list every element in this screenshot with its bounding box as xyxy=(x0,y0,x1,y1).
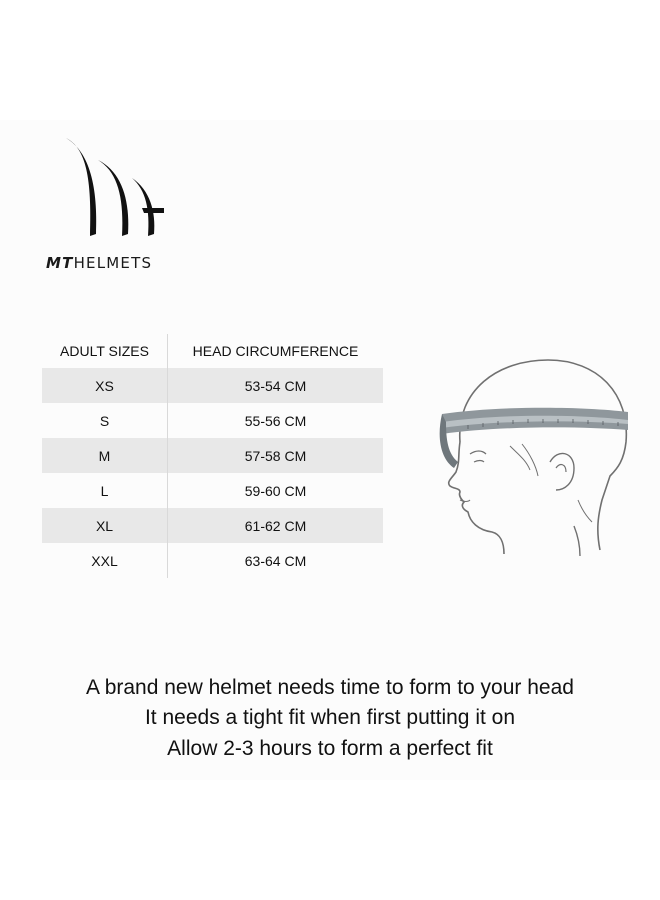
brand-wordmark: MTHELMETS xyxy=(46,254,153,272)
size-cell: XXL xyxy=(42,543,168,578)
table-row xyxy=(42,508,383,543)
circumference-cell: 53-54 CM xyxy=(168,368,384,403)
circumference-cell: 63-64 CM xyxy=(244,552,307,569)
size-cell: M xyxy=(42,438,168,473)
header-head-circumference: HEAD CIRCUMFERENCE xyxy=(192,343,359,359)
note-line-3: Allow 2-3 hours to form a perfect fit xyxy=(167,737,493,760)
circumference-cell: 55-56 CM xyxy=(244,412,307,429)
circumference-cell: 59-60 CM xyxy=(244,482,307,499)
table-header-row xyxy=(42,334,383,368)
circumference-cell: 57-58 CM xyxy=(168,438,384,473)
size-cell: S xyxy=(42,403,168,438)
head-measurement-illustration-icon xyxy=(438,350,638,560)
table-row xyxy=(42,473,383,508)
table-row xyxy=(42,368,383,403)
note-line-2: It needs a tight fit when first putting it on xyxy=(144,706,516,729)
table-row xyxy=(42,403,383,438)
note-line-1: A brand new helmet needs time to form to your head xyxy=(86,676,574,699)
size-table xyxy=(42,334,383,578)
table-row xyxy=(42,438,383,473)
size-cell: L xyxy=(42,473,168,508)
circumference-cell: 61-62 CM xyxy=(168,508,384,543)
size-cell: XL xyxy=(42,508,168,543)
table-row xyxy=(42,543,383,578)
size-cell: XS xyxy=(42,368,168,403)
header-adult-sizes: ADULT SIZES xyxy=(42,334,168,368)
